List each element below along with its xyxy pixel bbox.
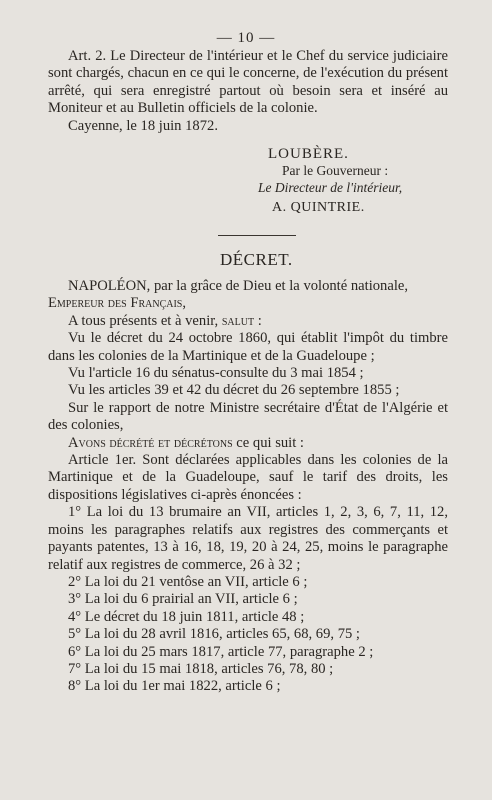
signature-by-governor: Par le Gouverneur :	[282, 163, 389, 178]
decision-formula: Avons décrété et décrétons	[68, 434, 233, 451]
salut-text: salut :	[221, 312, 262, 329]
list-item: 7° La loi du 15 mai 1818, articles 76, 78, 80 ;	[68, 660, 334, 677]
signature-title: Le Directeur de l'intérieur,	[258, 180, 403, 195]
list-item: 5° La loi du 28 avril 1816, articles 65, 68, 69, 75 ;	[68, 626, 360, 643]
preamble-line	[48, 278, 448, 313]
article-2-text: Art. 2. Le Directeur de l'intérieur et le Chef du service judiciaire sont chargés, chacun en ce qui le concerne, de l'exécution du présent arrêté, qui sera enregistré partout où besoin sera et inséré au Moniteur et au Bulletin officiels de la colonie.	[48, 48, 448, 117]
considerant-4: Sur le rapport de notre Ministre secrétaire d'État de l'Algérie et des colonies,	[48, 399, 448, 434]
decision-rest: ce qui suit :	[236, 434, 304, 451]
list-item: 6° La loi du 25 mars 1817, article 77, paragraphe 2 ;	[68, 643, 374, 660]
preamble-text: NAPOLÉON, par la grâce de Dieu et la volonté nationale,	[68, 278, 408, 294]
decree-heading: DÉCRET.	[220, 250, 293, 269]
decree-body	[48, 278, 448, 696]
signature-name: LOUBÈRE.	[268, 146, 349, 162]
signature-name-2: A. QUINTRIE.	[272, 200, 365, 215]
list-item: 4° Le décret du 18 juin 1811, article 48 ;	[68, 608, 305, 625]
considerant-3: Vu les articles 39 et 42 du décret du 26 septembre 1855 ;	[68, 382, 400, 399]
page-number: — 10 —	[216, 30, 276, 46]
greeting-line	[48, 313, 448, 330]
list-item: 3° La loi du 6 prairial an VII, article 6 ;	[68, 591, 298, 608]
article-1-text: Article 1er. Sont déclarées applicables dans les colonies de la Martinique et de la Guadeloupe, sauf le tarif des droits, les dispositions législatives ci-après énoncées :	[48, 452, 448, 503]
list-item: 8° La loi du 1er mai 1822, article 6 ;	[68, 678, 281, 695]
considerant-1: Vu le décret du 24 octobre 1860, qui établit l'impôt du timbre dans les colonies de la Martinique et de la Guadeloupe ;	[48, 330, 448, 364]
article-2-block	[48, 48, 448, 135]
list-item: 1° La loi du 13 brumaire an VII, articles 1, 2, 3, 6, 7, 11, 12, moins les paragraphes relatifs aux registres des commerçants et payants patentes, 13 à 16, 18, 19, 20 à 24, 25, moins le paragraphe relatif aux registres de commerce, 26 à 32 ;	[48, 504, 448, 573]
section-divider	[218, 235, 296, 236]
emperor-title: Empereur des Français,	[48, 295, 186, 312]
considerant-2: Vu l'article 16 du sénatus-consulte du 3 mai 1854 ;	[68, 365, 364, 382]
list-item: 2° La loi du 21 ventôse an VII, article 6 ;	[68, 573, 308, 590]
date-line: Cayenne, le 18 juin 1872.	[68, 117, 218, 134]
decision-line	[48, 435, 448, 452]
greeting-text: A tous présents et à venir,	[68, 312, 219, 329]
